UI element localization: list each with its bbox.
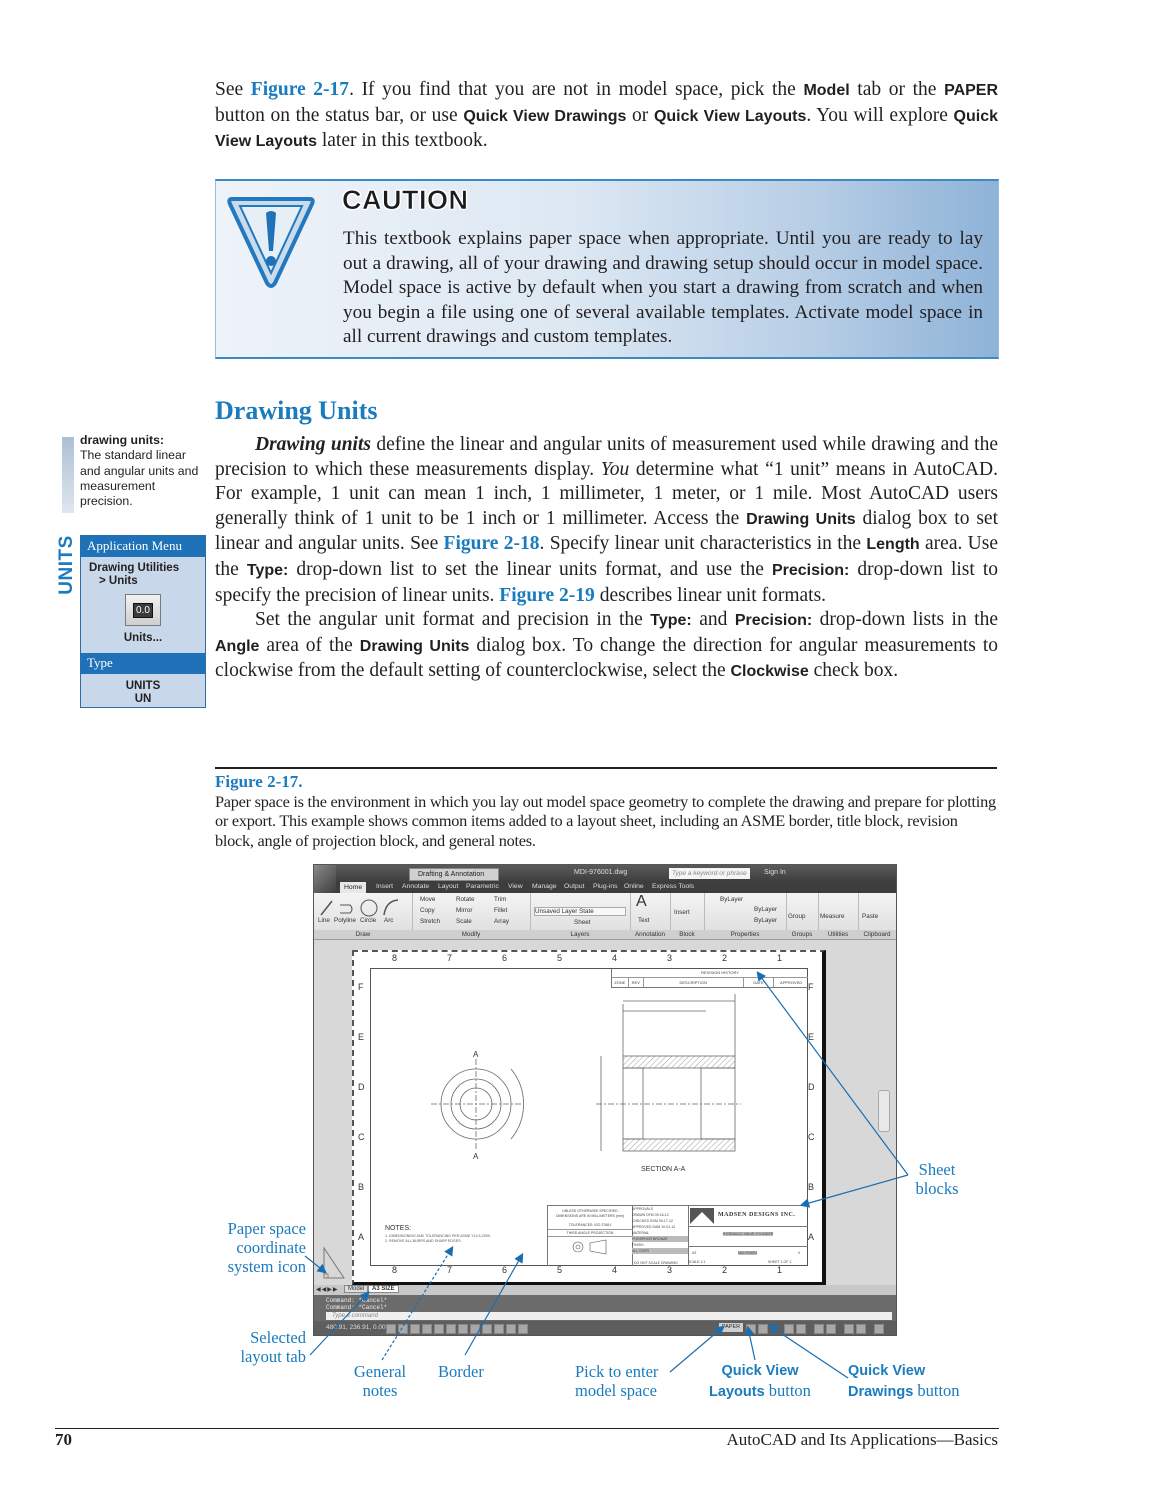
- figure-2-18-link[interactable]: Figure 2-18: [443, 533, 540, 555]
- do-not-scale-note: DO NOT SCALE DRAWING: [634, 1261, 678, 1265]
- ribbon-group-layers: [530, 893, 631, 939]
- callout-line: Quick View: [848, 1363, 926, 1379]
- insert-tool[interactable]: Insert: [674, 909, 690, 916]
- size-dwg-block: [688, 1246, 808, 1267]
- model-tab[interactable]: Model: [344, 1285, 368, 1293]
- lwt-toggle[interactable]: [482, 1324, 492, 1334]
- keyword-length: Length: [866, 536, 920, 554]
- callout-bold: Layouts: [709, 1384, 765, 1400]
- tab-output[interactable]: Output: [564, 883, 585, 890]
- text: or: [626, 104, 654, 126]
- intro-paragraph: [215, 78, 998, 155]
- title-block: [547, 1205, 808, 1266]
- group-label: Draw: [314, 930, 412, 939]
- cell: 10-01-12: [661, 1225, 676, 1229]
- grid-toggle[interactable]: [398, 1324, 408, 1334]
- footer-rule: [55, 1428, 999, 1429]
- zone-number: 7: [447, 953, 453, 963]
- document-title: MDI-976001.dwg: [574, 869, 628, 876]
- autocad-screenshot: [313, 864, 897, 1336]
- text-tool-icon: A: [636, 893, 647, 910]
- group-label: Clipboard: [858, 930, 896, 939]
- company-logo-icon: [690, 1208, 714, 1224]
- text: You: [600, 458, 630, 480]
- zone-letter: A: [358, 1232, 365, 1242]
- text: drop-down lists in the: [812, 609, 999, 631]
- mirror-tool[interactable]: Mirror: [456, 907, 473, 914]
- glossary-text: [80, 433, 204, 509]
- arc-tool[interactable]: Arc: [384, 917, 394, 924]
- zone-letter: E: [808, 1032, 815, 1042]
- sc-toggle[interactable]: [518, 1324, 528, 1334]
- glossary-bar: [62, 437, 74, 513]
- zone-number: 8: [392, 953, 398, 963]
- svg-text:A: A: [473, 1152, 479, 1161]
- menu-path-sub: > Units: [99, 575, 138, 587]
- zone-number: 1: [777, 953, 783, 963]
- callout-selected-layout-tab: [218, 1328, 306, 1366]
- part-drawing-views: [371, 989, 807, 1199]
- glossary-definition: The standard linear and angular units and measurement precision.: [80, 448, 199, 509]
- group-label: Layers: [530, 930, 630, 939]
- finish-value: ALL OVER: [632, 1248, 688, 1254]
- callout-line: General: [353, 1362, 407, 1381]
- zone-letter: F: [808, 982, 814, 992]
- paper-space-ucs-icon: [320, 1246, 346, 1280]
- command-label: UNITS: [55, 535, 77, 595]
- revision-history-label: REVISION HISTORY: [612, 969, 808, 978]
- keyword-paper: PAPER: [944, 82, 999, 99]
- osnap-toggle[interactable]: [434, 1324, 444, 1334]
- callout-tail: button: [913, 1381, 960, 1400]
- callout-tail: button: [764, 1381, 811, 1400]
- text: . You will explore: [806, 104, 954, 126]
- fillet-tool[interactable]: Fillet: [494, 907, 508, 914]
- keyword-angle: Angle: [215, 637, 260, 655]
- text: tab or the: [849, 79, 945, 100]
- zone-number: 2: [722, 953, 728, 963]
- group-label: Annotation: [630, 930, 670, 939]
- cell: 09-16-12: [654, 1213, 669, 1217]
- keyword-quick-view-layouts: Quick View Layouts: [215, 107, 998, 151]
- clean-screen[interactable]: [874, 1324, 884, 1334]
- ribbon-group-draw: [314, 893, 413, 939]
- ribbon-group-utilities: [818, 893, 859, 939]
- page-number: 70: [55, 1430, 72, 1449]
- coordinates-display: 480.91, 236.91, 0.00: [326, 1324, 386, 1331]
- ortho-toggle[interactable]: [410, 1324, 420, 1334]
- tab-layout[interactable]: Layout: [438, 883, 459, 890]
- title-cell: [688, 1232, 808, 1236]
- snap-toggle[interactable]: [386, 1324, 396, 1334]
- keyword-model: Model: [803, 82, 850, 99]
- text: Set the angular unit format and precision in the: [255, 609, 651, 631]
- command-history: [326, 1297, 387, 1311]
- keyword-type: Type:: [650, 612, 692, 630]
- caution-body: This textbook explains paper space when appropriate. Until you are ready to lay out a drawing, all of your drawing and drawing setup should occur in model space. Model space is active by default when you start a drawing from scratch and when you begin a file using one of several available templates. Activate model space in all current drawings and custom templates.: [343, 228, 983, 348]
- margin-glossary: [62, 433, 202, 513]
- layer-state-dropdown[interactable]: Unsaved Layer State: [534, 907, 626, 916]
- ducs-toggle[interactable]: [458, 1324, 468, 1334]
- sign-in-button[interactable]: Sign In: [764, 869, 786, 876]
- revision-block: [611, 969, 808, 988]
- zone-number: 4: [612, 1265, 618, 1275]
- keyword-drawing-units: Drawing Units: [359, 637, 470, 655]
- workspace-switching[interactable]: [814, 1324, 824, 1334]
- tolerance-block: [548, 1206, 633, 1266]
- text: . If you find that you are not in model space, pick the: [349, 79, 804, 100]
- rotate-tool[interactable]: Rotate: [456, 896, 475, 903]
- sheet-number: SHEET 1 OF 1: [768, 1260, 792, 1264]
- zone-number: 7: [447, 1265, 453, 1275]
- general-notes: [385, 1234, 491, 1244]
- paste-tool[interactable]: Paste: [862, 913, 879, 920]
- note-item: 2. REMOVE ALL BURRS AND SHARP EDGES.: [385, 1239, 462, 1243]
- callout-line: model space: [575, 1381, 658, 1400]
- figure-title: Figure 2-17.: [215, 772, 303, 791]
- notes-title: NOTES:: [385, 1225, 412, 1232]
- line-tool[interactable]: Line: [318, 917, 330, 924]
- keyword-precision: Precision:: [734, 612, 813, 630]
- dyn-toggle[interactable]: [470, 1324, 480, 1334]
- scale-tool[interactable]: Scale: [456, 918, 472, 925]
- text: area. Use the: [215, 533, 998, 580]
- title-bar: [314, 865, 896, 882]
- figure-caption: Paper space is the environment in which you lay out model space geometry to complete the drawing and prepare for plotting or export. This example shows common items added to a layout sheet, including an ASME border, title block, revision block, angle of projection block, and general notes.: [215, 792, 996, 850]
- third-angle-projection-icon: [548, 1237, 632, 1257]
- ribbon-group-groups: [786, 893, 819, 939]
- app-menu-header: Application Menu: [81, 536, 205, 557]
- text: dialog box. To change the direction for angular measurements to clockwise from the default setting of counterclockwise, select the: [215, 634, 998, 682]
- hardware-acceleration[interactable]: [856, 1324, 866, 1334]
- callout-bold: Drawings: [848, 1384, 914, 1400]
- application-menu-button[interactable]: [314, 865, 336, 895]
- caution-box: [215, 179, 999, 359]
- zone-letter: B: [808, 1182, 815, 1192]
- keyword-quick-view-drawings: Quick View Drawings: [463, 107, 627, 125]
- command-access-box: [80, 535, 206, 708]
- figure-rule: [215, 767, 997, 769]
- text: describes linear unit formats.: [594, 584, 827, 606]
- zone-number: 2: [722, 1265, 728, 1275]
- trim-tool[interactable]: Trim: [494, 896, 507, 903]
- units-button-label: Units...: [123, 632, 163, 644]
- tolerance-note: TOLERANCES: ISO 2768-f: [568, 1223, 612, 1227]
- lock-toolbar[interactable]: [826, 1324, 836, 1334]
- group-label: Utilities: [818, 930, 858, 939]
- keyword-precision: Precision:: [771, 561, 850, 579]
- text: later in this textbook.: [316, 130, 488, 152]
- rev-col: APPROVED: [780, 980, 803, 985]
- zone-letter: A: [808, 1232, 815, 1242]
- material-value: PHOSPHOR BRONZE: [632, 1236, 688, 1242]
- stretch-tool[interactable]: Stretch: [420, 918, 440, 925]
- text: define the linear and angular units of measurement used while drawing and the precision to which these measurements display.: [215, 434, 998, 480]
- tab-parametric[interactable]: Parametric: [466, 883, 499, 890]
- cell: MATERIAL: [632, 1231, 650, 1235]
- rev-col: DESCRIPTION: [644, 978, 744, 987]
- paper-button[interactable]: PAPER: [719, 1323, 743, 1332]
- section-label: SECTION A-A: [641, 1166, 686, 1173]
- callout-model-space: [575, 1362, 658, 1400]
- zone-letter: C: [358, 1132, 365, 1142]
- text: determine what “1 unit” means in AutoCAD. For example, 1 unit can mean 1 inch, 1 millimeter, 1 meter, or 1 mile. Most AutoCAD users generally think of 1 unit to be 1 inch or 1 millimeter. Access the: [215, 458, 998, 529]
- callout-paper-space-ucs: [208, 1219, 306, 1276]
- drawing-units-body: [215, 433, 998, 685]
- keyword-clockwise: Clockwise: [730, 663, 809, 681]
- tab-home[interactable]: Home: [340, 882, 366, 893]
- running-footer-title: AutoCAD and Its Applications—Basics: [726, 1430, 998, 1449]
- zone-number: 1: [777, 1265, 783, 1275]
- callout-quick-view-layouts: [702, 1362, 818, 1402]
- rev-col: REV: [629, 978, 644, 987]
- caution-title: CAUTION: [342, 185, 469, 215]
- group-label: Block: [670, 930, 704, 939]
- text: drop-down list to specify the precision of linear units.: [215, 558, 998, 606]
- figure-2-19-link[interactable]: Figure 2-19: [499, 584, 595, 606]
- text: . Specify linear unit characteristics in the: [539, 533, 867, 555]
- callout-line: Selected: [250, 1328, 306, 1347]
- text: dialog box to set linear and angular units. See: [215, 507, 998, 555]
- tab-annotate[interactable]: Annotate: [402, 883, 430, 890]
- scale: SCALE 1:1: [688, 1260, 706, 1264]
- annotation-visibility[interactable]: [796, 1324, 806, 1334]
- callout-general-notes: [344, 1362, 416, 1400]
- command-label-vertical: [55, 536, 79, 596]
- copy-tool[interactable]: Copy: [420, 907, 435, 914]
- units-button-icon: [125, 594, 161, 626]
- rev-col: ZONE: [612, 978, 629, 987]
- ribbon-group-modify: [412, 893, 531, 939]
- ribbon-group-properties: [704, 893, 787, 939]
- layout-tab-a3-size[interactable]: A3 SIZE: [368, 1285, 399, 1293]
- paragraph-2: [215, 608, 998, 685]
- command-history-line: Command: *Cancel*: [326, 1304, 388, 1311]
- navigation-bar[interactable]: [878, 1090, 890, 1132]
- callout-line: coordinate: [236, 1238, 306, 1257]
- callout-line: Quick View: [721, 1363, 799, 1379]
- drawing-frame: [370, 968, 808, 1266]
- circle-tool[interactable]: Circle: [360, 917, 377, 924]
- projection-note: THIRD ANGLE PROJECTION: [548, 1229, 632, 1237]
- callout-line: notes: [362, 1381, 398, 1400]
- keyword-type: Type:: [246, 561, 289, 579]
- cell: DAM: [652, 1225, 661, 1229]
- zone-number: 3: [667, 953, 673, 963]
- tab-nav-arrows[interactable]: ◀◀▶▶: [316, 1287, 339, 1293]
- zone-letter: F: [358, 982, 364, 992]
- tab-manage[interactable]: Manage: [532, 883, 557, 890]
- otrack-toggle[interactable]: [446, 1324, 456, 1334]
- tab-insert[interactable]: Insert: [376, 883, 393, 890]
- zone-number: 5: [557, 953, 563, 963]
- move-tool[interactable]: Move: [420, 896, 436, 903]
- cell: APPROVED: [632, 1225, 652, 1229]
- term-drawing-units: Drawing units: [255, 434, 371, 455]
- ribbon-group-annotation: [630, 893, 671, 939]
- polyline-tool[interactable]: Polyline: [334, 917, 357, 924]
- tab-plugins[interactable]: Plug-ins: [593, 883, 618, 890]
- zone-number: 3: [667, 1265, 673, 1275]
- callout-line: layout tab: [240, 1347, 306, 1366]
- revision: 0: [798, 1251, 800, 1255]
- group-label: Properties: [704, 930, 786, 939]
- rev-col: DATE: [744, 978, 775, 987]
- lineweight-dropdown[interactable]: ByLayer: [754, 906, 778, 913]
- callout-line: blocks: [915, 1179, 959, 1198]
- search-input[interactable]: Type a keyword or phrase: [669, 868, 750, 879]
- svg-text:A: A: [473, 1050, 479, 1059]
- quick-view-layouts-button[interactable]: [746, 1324, 756, 1334]
- command-input[interactable]: Type a command: [326, 1312, 892, 1320]
- layout-drawing-area[interactable]: [314, 940, 896, 1285]
- callout-line: Sheet: [918, 1160, 956, 1179]
- command-history-line: Command: *Cancel*: [326, 1297, 388, 1304]
- cell: DFM: [646, 1213, 654, 1217]
- group-tool[interactable]: Group: [788, 913, 806, 920]
- isolate-objects[interactable]: [844, 1324, 854, 1334]
- callout-line: Paper space: [227, 1219, 306, 1238]
- status-bar: [314, 1321, 896, 1335]
- cell: CHECKED: [632, 1219, 650, 1223]
- drawing-title: HYDRAULIC VALVE CYLINDER: [722, 1232, 774, 1236]
- cell: 09-17-12: [658, 1219, 673, 1223]
- layout-tabs-bar: [314, 1285, 896, 1295]
- keyword-quick-view-layouts: Quick View Layouts: [653, 107, 807, 125]
- ribbon-tabs: [336, 882, 896, 893]
- color-dropdown[interactable]: ByLayer: [720, 896, 744, 903]
- layout-sheet: [352, 950, 826, 1286]
- zone-letter: D: [808, 1082, 815, 1092]
- glossary-term: drawing units:: [80, 433, 165, 447]
- polar-toggle[interactable]: [422, 1324, 432, 1334]
- tab-view[interactable]: View: [508, 883, 523, 890]
- zone-number: 6: [502, 953, 508, 963]
- type-command: UNITS: [125, 680, 161, 692]
- type-alias: UN: [134, 693, 152, 705]
- cell: DRAWN: [632, 1213, 646, 1217]
- zone-number: 8: [392, 1265, 398, 1275]
- note-item: 1. DIMENSIONING AND TOLERANCING PER ASME Y14.5-2009.: [385, 1234, 491, 1238]
- tpy-toggle[interactable]: [494, 1324, 504, 1334]
- approvals-label: APPROVALS: [632, 1207, 653, 1211]
- text: See: [215, 79, 251, 100]
- command-line: [314, 1295, 896, 1321]
- qp-toggle[interactable]: [506, 1324, 516, 1334]
- ribbon: [314, 893, 896, 940]
- figure-2-17-link[interactable]: Figure 2-17: [250, 79, 350, 100]
- layer-dropdown[interactable]: Sheet: [574, 919, 591, 926]
- type-header: Type: [81, 653, 205, 674]
- company-block: [688, 1206, 808, 1227]
- cell: KDM: [650, 1219, 658, 1223]
- zone-letter: C: [808, 1132, 815, 1142]
- callout-quick-view-drawings: [848, 1362, 960, 1402]
- warning-triangle-icon: [226, 191, 316, 289]
- approvals-block: [632, 1206, 689, 1266]
- zone-number: 4: [612, 953, 618, 963]
- keyword-drawing-units: Drawing Units: [746, 510, 856, 528]
- callout-border: Border: [438, 1362, 484, 1381]
- linetype-dropdown[interactable]: ByLayer: [754, 917, 778, 924]
- units-icon-text: 0.0: [133, 603, 153, 618]
- size: A3: [692, 1251, 697, 1255]
- drawing-number: MDI-976001: [738, 1251, 758, 1255]
- group-label: Groups: [786, 930, 818, 939]
- zone-letter: B: [358, 1182, 365, 1192]
- annotation-scale[interactable]: [784, 1324, 794, 1334]
- callout-line: system icon: [227, 1257, 306, 1276]
- zone-letter: D: [358, 1082, 365, 1092]
- array-tool[interactable]: Array: [494, 918, 510, 925]
- callout-sheet-blocks: [905, 1160, 969, 1198]
- quick-view-drawings-button[interactable]: [758, 1324, 768, 1334]
- callout-line: Pick to enter: [575, 1362, 659, 1381]
- cell: FINISH: [632, 1243, 644, 1247]
- zone-number: 5: [557, 1265, 563, 1275]
- zone-letter: E: [358, 1032, 365, 1042]
- measure-tool[interactable]: Measure: [820, 913, 845, 920]
- text: drop-down list to set the linear units format, and use the: [288, 558, 772, 580]
- ribbon-group-block: [670, 893, 705, 939]
- text: check box.: [808, 660, 899, 682]
- zone-number: 6: [502, 1265, 508, 1275]
- draw-tool-icons: [318, 897, 408, 917]
- tab-express-tools[interactable]: Express Tools: [652, 883, 695, 890]
- group-label: Modify: [412, 930, 530, 939]
- units-note: UNLESS OTHERWISE SPECIFIED DIMENSIONS ARE IN MILLIMETERS (mm): [555, 1209, 625, 1218]
- tab-online[interactable]: Online: [624, 883, 644, 890]
- menu-path: Drawing Utilities: [89, 562, 180, 574]
- text-tool[interactable]: Text: [638, 917, 650, 924]
- workspace-dropdown[interactable]: Drafting & Annotation: [409, 868, 499, 881]
- section-heading: Drawing Units: [215, 396, 378, 425]
- text: button on the status bar, or use: [215, 104, 464, 126]
- text: area of the: [259, 634, 360, 656]
- ribbon-group-clipboard: [858, 893, 896, 939]
- company-name: MADSEN DESIGNS INC.: [718, 1212, 796, 1218]
- paragraph-1: [215, 433, 998, 608]
- text: and: [691, 609, 735, 631]
